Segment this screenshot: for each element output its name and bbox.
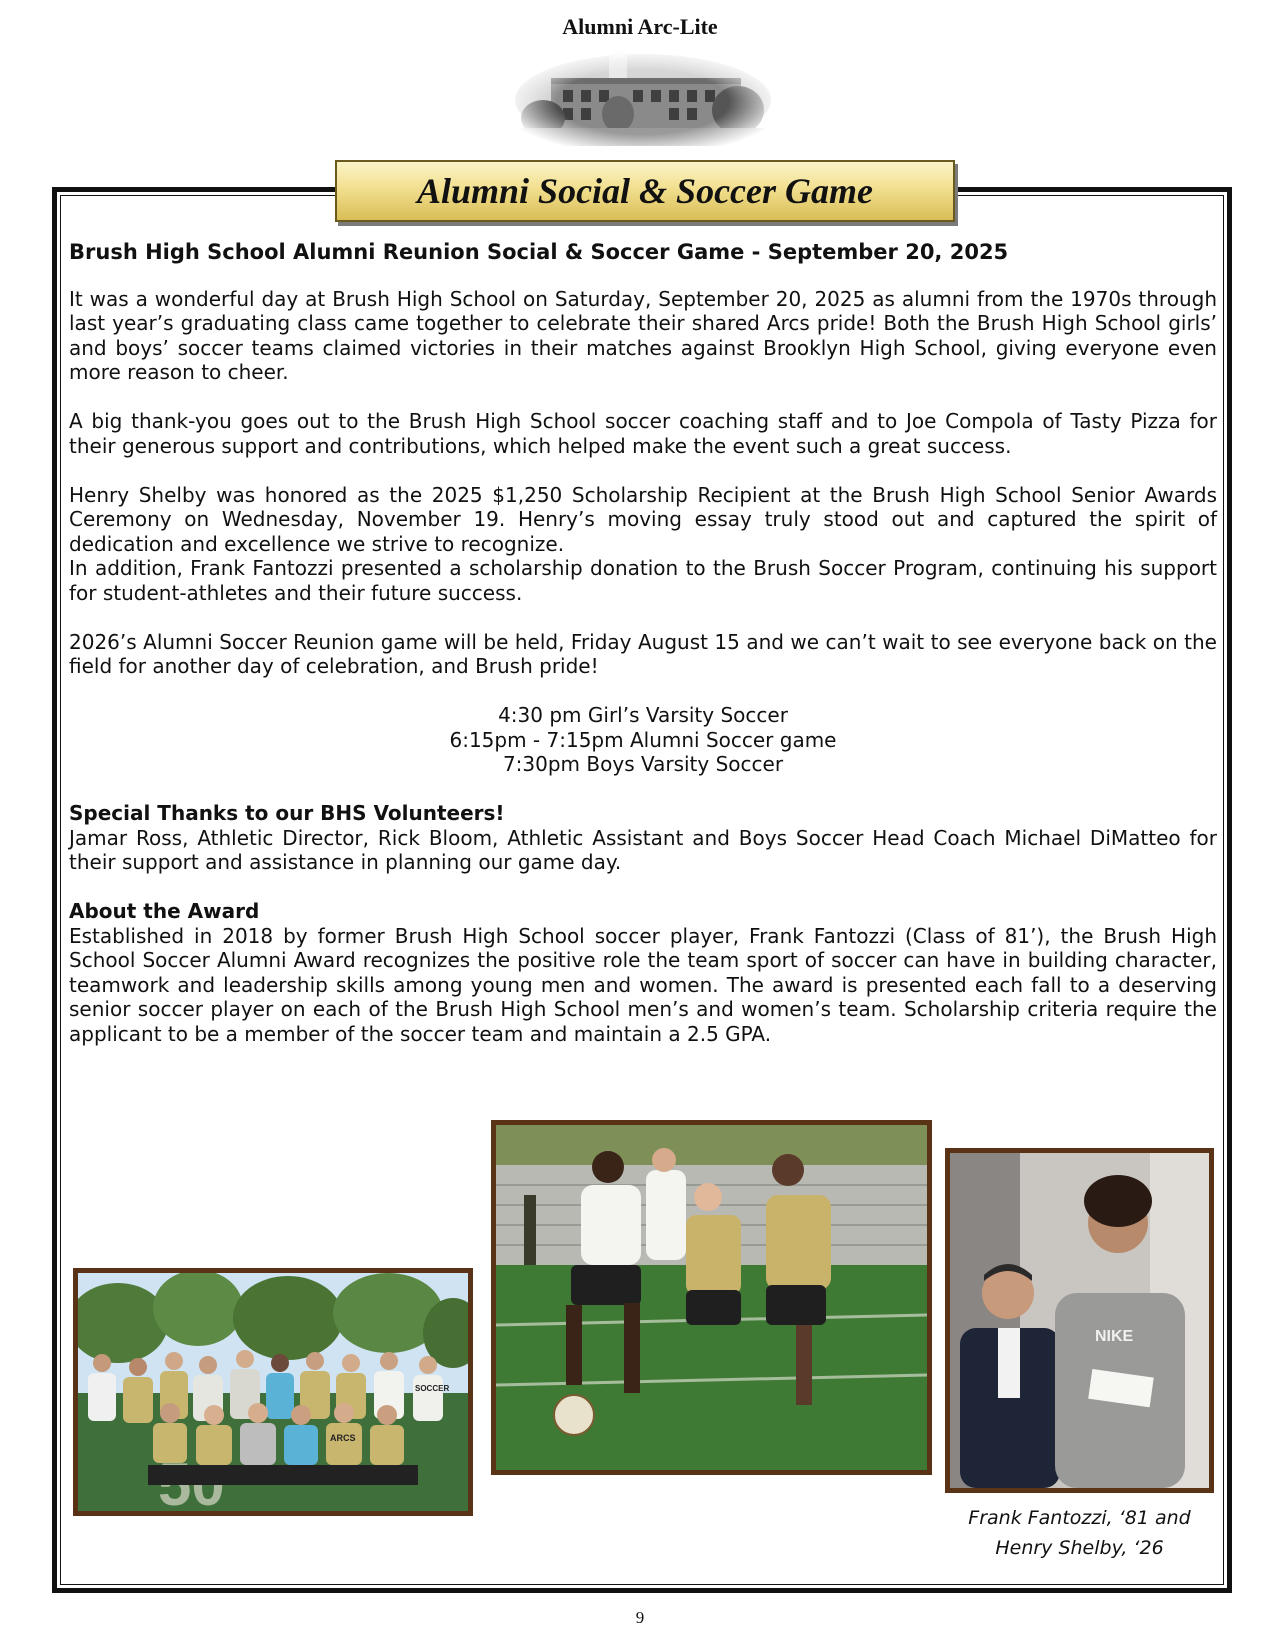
soccer-ball bbox=[554, 1395, 594, 1435]
banner-title: Alumni Social & Soccer Game bbox=[416, 171, 873, 211]
volunteers-text: Jamar Ross, Athletic Director, Rick Bloom, Athletic Assistant and Boys Soccer Head Coach Michael DiMatteo for their support and assistance in planning our game day. bbox=[69, 825, 1217, 874]
game-schedule bbox=[69, 703, 1217, 777]
paragraph-thanks: A big thank-you goes out to the Brush High School soccer coaching staff and to Joe Compola of Tasty Pizza for their generous support and contributions, which helped make the event such a great success. bbox=[69, 409, 1217, 458]
article-body bbox=[69, 240, 1217, 1071]
shirt-lettering: ARCS bbox=[330, 1433, 356, 1443]
award-section bbox=[69, 899, 1217, 1046]
masthead-title: Alumni Arc-Lite bbox=[562, 14, 718, 39]
paragraph-next-game: 2026’s Alumni Soccer Reunion game will be held, Friday August 15 and we can’t wait to see everyone back on the field for another day of celebration, and Brush pride! bbox=[69, 629, 1217, 678]
schedule-item: 7:30pm Boys Varsity Soccer bbox=[502, 752, 784, 776]
photo-caption bbox=[945, 1503, 1214, 1563]
caption-line-1: Frank Fantozzi, ‘81 and bbox=[968, 1507, 1191, 1529]
volunteers-section bbox=[69, 801, 1217, 875]
paragraph-donation: In addition, Frank Fantozzi presented a scholarship donation to the Brush Soccer Program, continuing his support for student-athletes and their future success. bbox=[69, 556, 1217, 605]
jersey-lettering: SOCCER bbox=[415, 1384, 450, 1393]
paragraph-intro: It was a wonderful day at Brush High School on Saturday, September 20, 2025 as alumni from the 1970s through last year’s graduating class came together to celebrate their shared Arcs pride! Both the Brush High School girls’ and boys’ soccer teams claimed victories in their matches against Brooklyn High School, giving everyone even more reason to cheer. bbox=[69, 286, 1217, 384]
schedule-item: 6:15pm - 7:15pm Alumni Soccer game bbox=[449, 727, 837, 752]
caption-line-2: Henry Shelby, ‘26 bbox=[995, 1537, 1164, 1559]
soccer-action-photo bbox=[491, 1120, 932, 1475]
team-group-photo bbox=[73, 1268, 473, 1516]
hoodie-logo: NIKE bbox=[1095, 1328, 1134, 1345]
section-banner bbox=[335, 160, 955, 222]
schedule-item: 4:30 pm Girl’s Varsity Soccer bbox=[498, 703, 788, 727]
school-building-photo bbox=[513, 48, 773, 146]
page-number: 9 bbox=[635, 1608, 645, 1627]
award-text: Established in 2018 by former Brush High School soccer player, Frank Fantozzi (Class of 81’), the Brush High School Soccer Alumni Award recognizes the positive role the team sport of soccer can have in building character, teamwork and leadership skills among young men and women. The award is presented each fall to a deserving senior soccer player on each of the Brush High School men’s and women’s team. Scholarship criteria require the applicant to be a member of the soccer team and maintain a 2.5 GPA. bbox=[69, 923, 1217, 1046]
scholarship-presentation-photo bbox=[945, 1148, 1214, 1493]
volunteers-heading: Special Thanks to our BHS Volunteers! bbox=[69, 801, 505, 825]
article-heading: Brush High School Alumni Reunion Social & Soccer Game - September 20, 2025 bbox=[69, 240, 1009, 264]
paragraph-scholarship: Henry Shelby was honored as the 2025 $1,250 Scholarship Recipient at the Brush High School Senior Awards Ceremony on Wednesday, November 19. Henry’s moving essay truly stood out and captured the spirit of dedication and excellence we strive to recognize. bbox=[69, 482, 1217, 556]
award-heading: About the Award bbox=[69, 899, 260, 923]
